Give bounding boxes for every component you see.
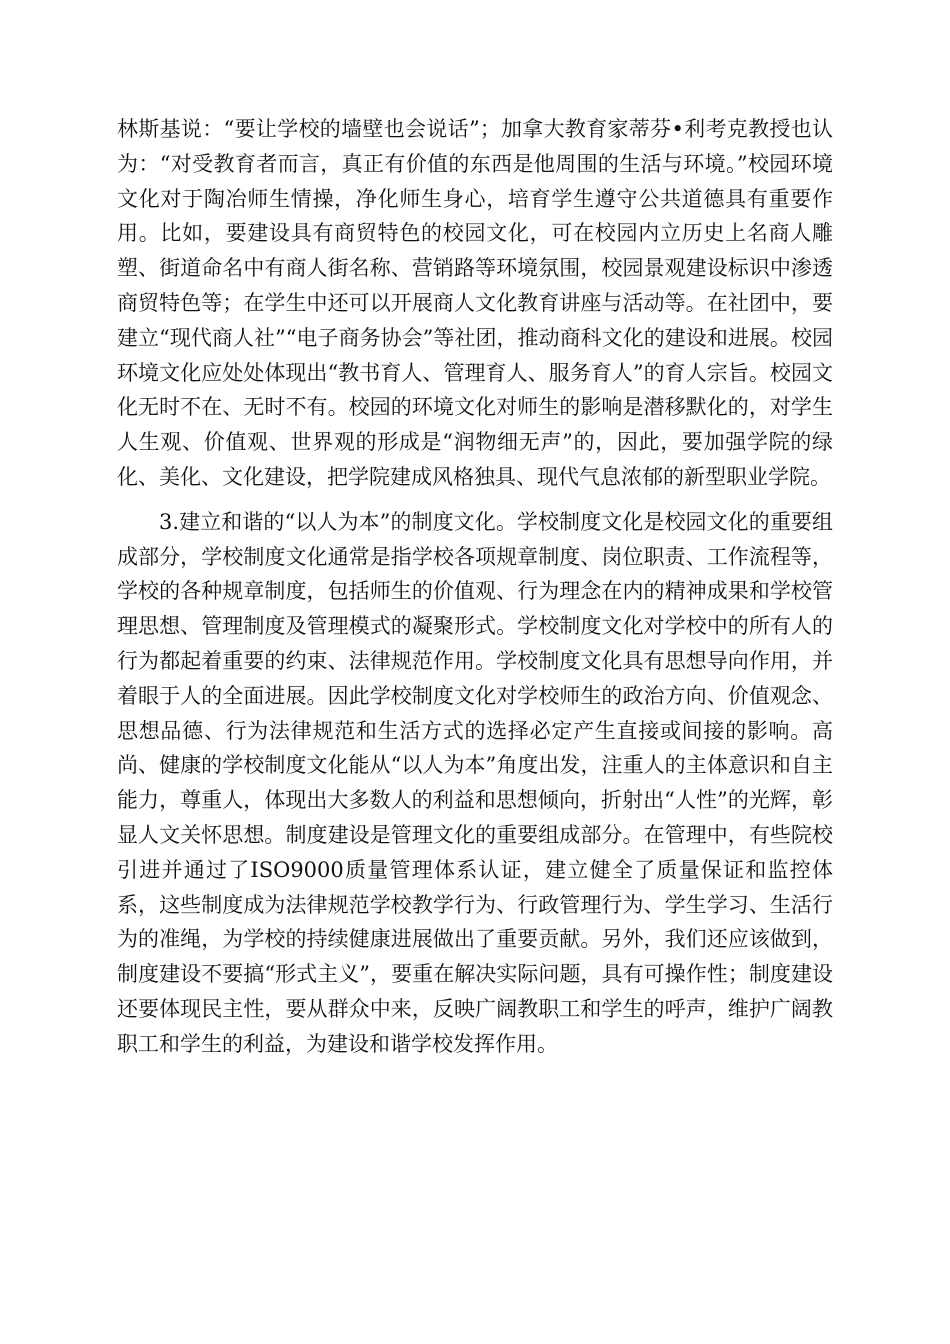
paragraph-institutional-culture: 3.建立和谐的“以人为本”的制度文化。学校制度文化是校园文化的重要组成部分，学校制度文化通常是指学校各项规章制度、岗位职责、工作流程等，学校的各种规章制度，包括师生的价值观、行为理念在内的精神成果和学校管理思想、管理制度及管理模式的凝聚形式。学校制度文化对学校中的所有人的行为都起着重要的约束、法律规范作用。学校制度文化具有思想导向作用，并着眼于人的全面进展。因此学校制度文化对学校师生的政治方向、价值观念、思想品德、行为法律规范和生活方式的选择必定产生直接或间接的影响。高尚、健康的学校制度文化能从“以人为本”角度出发，注重人的主体意识和自主能力，尊重人，体现出大多数人的利益和思想倾向，折射出“人性”的光辉，彰显人文关怀思想。制度建设是管理文化的重要组成部分。在管理中，有些院校引进并通过了ISO9000质量管理体系认证，建立健全了质量保证和监控体系，这些制度成为法律规范学校教学行为、行政管理行为、学生学习、生活行为的准绳，为学校的持续健康进展做出了重要贡献。另外，我们还应该做到，制度建设不要搞“形式主义”，要重在解决实际问题，具有可操作性；制度建设还要体现民主性，要从群众中来，反映广阔教职工和学生的呼声，维护广阔教职工和学生的利益，为建设和谐学校发挥作用。 xyxy=(117,509,833,1056)
paragraph-environment-culture: 林斯基说：“要让学校的墙壁也会说话”；加拿大教育家蒂芬•利考克教授也认为：“对受教育者而言，真正有价值的东西是他周围的生活与环境。”校园环境文化对于陶冶师生情操，净化师生身心，培育学生遵守公共道德具有重要作用。比如，要建设具有商贸特色的校园文化，可在校园内立历史上名商人雕塑、街道命名中有商人街名称、营销路等环境氛围，校园景观建设标识中渗透商贸特色等；在学生中还可以开展商人文化教育讲座与活动等。在社团中，要建立“现代商人社”“电子商务协会”等社团，推动商科文化的建设和进展。校园环境文化应处处体现出“教书育人、管理育人、服务育人”的育人宗旨。校园文化无时不在、无时不有。校园的环境文化对师生的影响是潜移默化的，对学生人生观、价值观、世界观的形成是“润物细无声”的，因此，要加强学院的绿化、美化、文化建设，把学院建成风格独具、现代气息浓郁的新型职业学院。 xyxy=(117,117,833,489)
document-page xyxy=(117,112,833,1062)
